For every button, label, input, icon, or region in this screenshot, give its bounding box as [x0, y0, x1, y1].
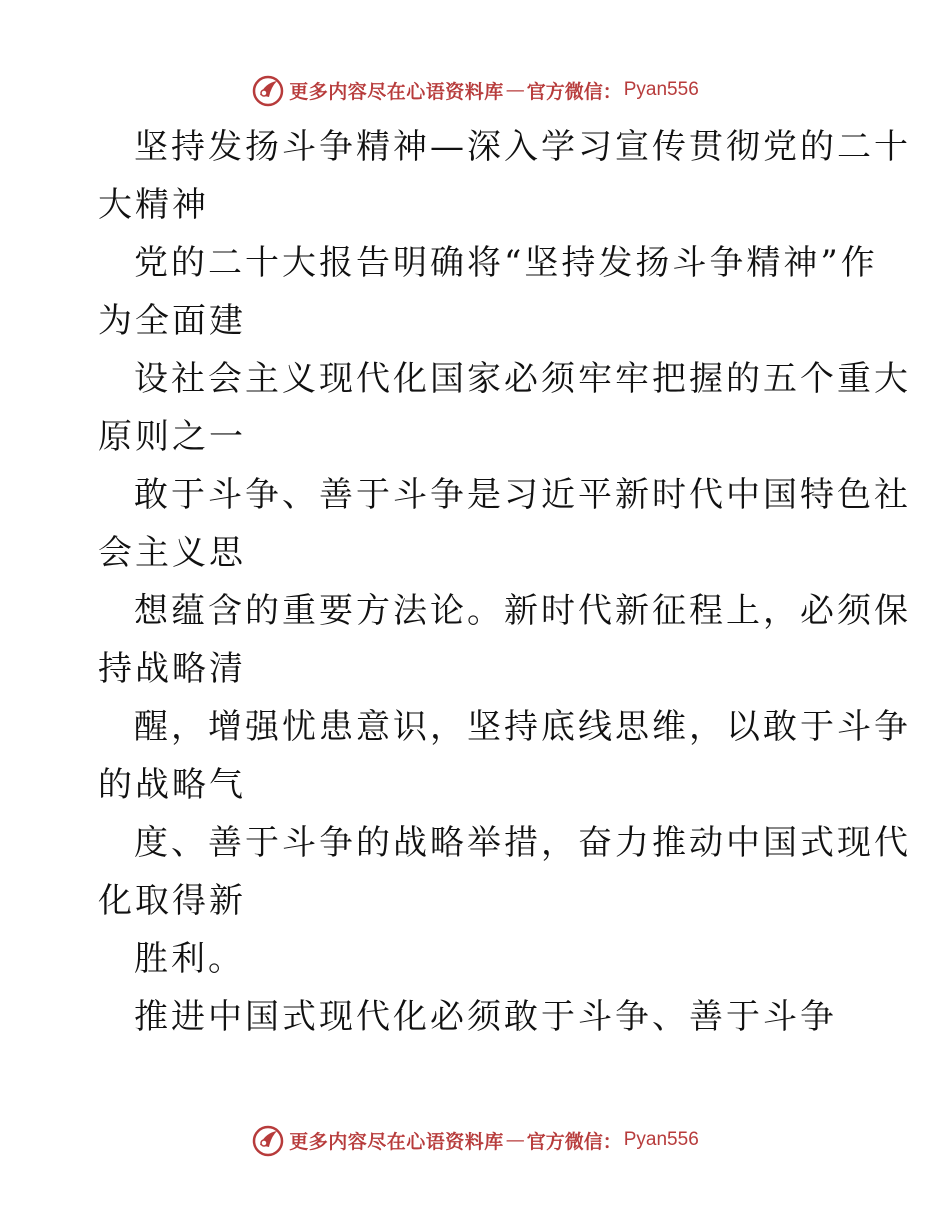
text-line: 为全面建 — [98, 301, 246, 341]
header-watermark — [0, 72, 950, 108]
text-line: 大精神 — [98, 185, 209, 225]
watermark-wechat-id: Pyan556 — [623, 79, 699, 100]
text-line: 持战略清 — [98, 649, 246, 689]
text-line: 想蕴含的重要方法论。新时代新征程上，必须保 — [134, 591, 911, 631]
text-line: 推进中国式现代化必须敢于斗争、善于斗争 — [134, 997, 837, 1037]
text-line: 的战略气 — [98, 765, 246, 805]
text-line: 坚持发扬斗争精神—深入学习宣传贯彻党的二十 — [134, 127, 911, 167]
watermark-text: 更多内容尽在心语资料库 — [289, 1130, 504, 1153]
text-line: 化取得新 — [98, 881, 246, 921]
text-line: 醒，增强忧患意识，坚持底线思维，以敢于斗争 — [134, 707, 911, 747]
watermark-wechat-label: 官方微信： — [526, 80, 622, 103]
text-line: 会主义思 — [98, 533, 246, 573]
watermark-dash: — — [505, 79, 525, 101]
watermark-wechat-id: Pyan556 — [623, 1129, 699, 1150]
logo-icon — [251, 73, 285, 107]
logo-icon — [251, 1123, 285, 1157]
watermark-dash: — — [505, 1129, 525, 1151]
text-line: 党的二十大报告明确将“坚持发扬斗争精神”作 — [134, 243, 878, 283]
text-line: 胜利。 — [134, 939, 245, 979]
text-line: 原则之一 — [98, 417, 246, 457]
text-line: 度、善于斗争的战略举措，奋力推动中国式现代 — [134, 823, 911, 863]
footer-watermark — [0, 1122, 950, 1158]
watermark-text: 更多内容尽在心语资料库 — [289, 80, 504, 103]
text-line: 设社会主义现代化国家必须牢牢把握的五个重大 — [134, 359, 911, 399]
document-body — [98, 118, 911, 1046]
watermark-wechat-label: 官方微信： — [526, 1130, 622, 1153]
text-line: 敢于斗争、善于斗争是习近平新时代中国特色社 — [134, 475, 911, 515]
